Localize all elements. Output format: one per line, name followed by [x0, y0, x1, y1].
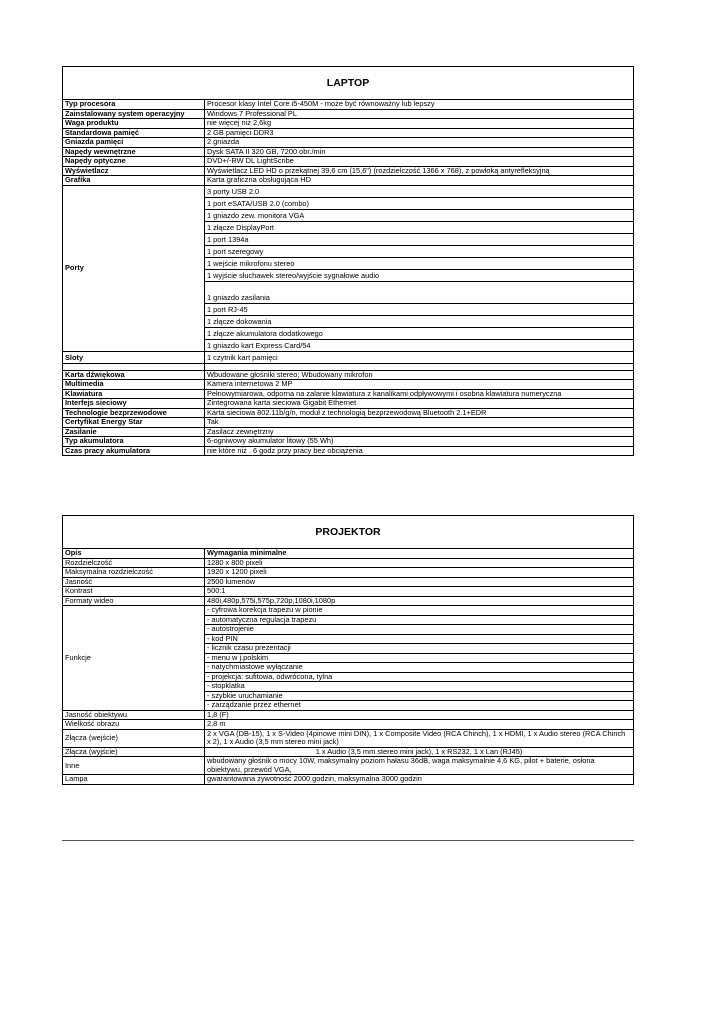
port-item: 1 złącze akumulatora dodatkowego	[205, 327, 634, 339]
spec-label: Typ procesora	[63, 100, 205, 110]
spec-value: 6-ogniwowy akumulator litowy (55 Wh)	[205, 437, 634, 447]
table-row	[63, 710, 634, 720]
function-item: - autostrojenie	[205, 625, 634, 635]
function-item: - zarządzanie przez ethernet	[205, 701, 634, 711]
spacer-cell	[205, 363, 634, 370]
laptop-title: LAPTOP	[63, 67, 634, 100]
port-item: 1 port RJ-45	[205, 303, 634, 315]
port-item: 1 złącze dokowania	[205, 315, 634, 327]
function-item: - szybkie uruchamianie	[205, 691, 634, 701]
table-row	[63, 577, 634, 587]
laptop-spec-table	[62, 66, 634, 456]
spec-value: 1 x Audio (3,5 mm stereo mini jack), 1 x RS232, 1 x Lan (RJ45)	[205, 747, 634, 757]
function-item: - cyfrowa korekcja trapezu w pionie	[205, 606, 634, 616]
port-item: 1 wyjście słuchawek stereo/wyjście sygnałowe audio	[205, 269, 634, 281]
spec-value: 2 GB pamięci DDR3	[205, 128, 634, 138]
spec-label: Lampa	[63, 775, 205, 785]
spec-label: Formaty wideo	[63, 596, 205, 606]
port-item: 1 port szeregowy	[205, 245, 634, 257]
table-row	[63, 418, 634, 428]
spec-label: Multimedia	[63, 380, 205, 390]
footer-rule	[62, 840, 634, 841]
spec-value: nie więcej niż 2,6kg	[205, 119, 634, 129]
spec-label: Zasilanie	[63, 427, 205, 437]
spec-label: Złącza (wejście)	[63, 729, 205, 747]
spec-label: Maksymalna rozdzielczość	[63, 568, 205, 578]
projector-title-row	[63, 516, 634, 549]
port-item: 3 porty USB 2.0	[205, 185, 634, 197]
table-row	[63, 166, 634, 176]
spec-label: Złącza (wyjście)	[63, 747, 205, 757]
table-row	[63, 558, 634, 568]
table-row	[63, 446, 634, 456]
ports-label: Porty	[63, 185, 205, 351]
spec-value: Karta sieciowa 802.11b/g/n, moduł z technologią bezprzewodową Bluetooth 2.1+EDR	[205, 408, 634, 418]
functions-row	[63, 606, 634, 616]
spec-label: Czas pracy akumulatora	[63, 446, 205, 456]
spec-label: Wyświetlacz	[63, 166, 205, 176]
slots-value: 1 czytnik kart pamięci	[205, 351, 634, 363]
spec-label: Jasność obiektywu	[63, 710, 205, 720]
spec-value: Dysk SATA II 320 GB, 7200 obr./min	[205, 147, 634, 157]
spec-value: Kamera internetowa 2 MP	[205, 380, 634, 390]
spec-value: Procesor klasy Intel Core i5-450M - może być równoważny lub lepszy	[205, 100, 634, 110]
table-row	[63, 437, 634, 447]
port-item: 1 port eSATA/USB 2.0 (combo)	[205, 197, 634, 209]
spec-value: Wyświetlacz LED HD o przekątnej 39,6 cm (15,6") (rozdzielczość 1366 x 768), z powłoką antyrefleksyjną	[205, 166, 634, 176]
port-item: 1 port 1394a	[205, 233, 634, 245]
spec-label: Interfejs sieciowy	[63, 399, 205, 409]
functions-label: Funkcje	[63, 606, 205, 711]
port-item: 1 wejście mikrofonu stereo	[205, 257, 634, 269]
spec-value: DVD+/-RW DL LightScribe	[205, 157, 634, 167]
spec-value: nie które niż . 6 godz przy pracy bez obciążenia	[205, 446, 634, 456]
spec-value: 1,8 (F)	[205, 710, 634, 720]
spec-label: Wielkość obrazu	[63, 720, 205, 730]
table-row	[63, 757, 634, 775]
spacer-cell	[63, 363, 205, 370]
table-row	[63, 128, 634, 138]
function-item: - licznik czasu prezentacji	[205, 644, 634, 654]
table-row	[63, 568, 634, 578]
spec-value: Windows 7 Professional PL	[205, 109, 634, 119]
spec-value: 1280 x 800 pixeli	[205, 558, 634, 568]
table-row	[63, 138, 634, 148]
spec-label: Rozdzielczość	[63, 558, 205, 568]
table-row	[63, 775, 634, 785]
spec-value: 500:1	[205, 587, 634, 597]
slots-row	[63, 351, 634, 363]
spec-value: 2 gniazda	[205, 138, 634, 148]
spec-value: Zasilacz zewnętrzny	[205, 427, 634, 437]
table-row	[63, 729, 634, 747]
spec-label: Karta dźwiękowa	[63, 370, 205, 380]
spec-label: Klawiatura	[63, 389, 205, 399]
port-item: 1 gniazdo zew. monitora VGA	[205, 209, 634, 221]
function-item: - menu w j.polskim	[205, 653, 634, 663]
spec-value: 2500 lumenów	[205, 577, 634, 587]
column-header-description: Opis	[63, 549, 205, 559]
spec-value: 2 x VGA (DB-15), 1 x S-Video (4pinowe mini DIN), 1 x Composite Video (RCA Chinch), 1 x HDMI, 1 x Audio stereo (RCA Chinch x 2), 1 x Audio (3,5 mm stereo mini jack)	[205, 729, 634, 747]
table-row	[63, 399, 634, 409]
table-header-row	[63, 549, 634, 559]
spec-value: 480i,480p,575i,575p,720p,1080i,1080p	[205, 596, 634, 606]
function-item: - stopklatka	[205, 682, 634, 692]
projector-spec-table	[62, 515, 634, 785]
table-row	[63, 747, 634, 757]
spec-label: Napędy optyczne	[63, 157, 205, 167]
spec-label: Waga produktu	[63, 119, 205, 129]
table-row	[63, 427, 634, 437]
spec-label: Jasność	[63, 577, 205, 587]
spec-label: Zainstalowany system operacyjny	[63, 109, 205, 119]
table-row	[63, 380, 634, 390]
port-item: 1 złącze DisplayPort	[205, 221, 634, 233]
spec-value: Karta graficzna obsługująca HD	[205, 176, 634, 186]
spec-value: Tak	[205, 418, 634, 428]
spec-value: gwarantowana żywotność 2000 godzin, maksymalna 3000 godzin	[205, 775, 634, 785]
table-row	[63, 119, 634, 129]
spec-value: Zintegrowana karta sieciowa Gigabit Ethernet	[205, 399, 634, 409]
spacer-row	[63, 363, 634, 370]
projector-title: PROJEKTOR	[63, 516, 634, 549]
table-row	[63, 408, 634, 418]
spec-label: Grafika	[63, 176, 205, 186]
spec-value: wbudowany głośnik o mocy 10W, maksymalny poziom hałasu 36dB, waga maksymalnie 4,6 KG, pilot + baterie, osłona obiektywu, przewód VGA,	[205, 757, 634, 775]
spec-value: 2,8 m	[205, 720, 634, 730]
spec-value: 1920 x 1200 pixeli	[205, 568, 634, 578]
function-item: - kod PIN	[205, 634, 634, 644]
slots-label: Sloty	[63, 351, 205, 363]
column-header-requirements: Wymagania minimalne	[205, 549, 634, 559]
function-item: - natychmiastowe wyłączanie	[205, 663, 634, 673]
function-item: - projekcja: sufitowa, odwrócona, tylna	[205, 672, 634, 682]
spec-label: Technologie bezprzewodowe	[63, 408, 205, 418]
spec-label: Certyfikat Energy Star	[63, 418, 205, 428]
table-row	[63, 147, 634, 157]
port-item: 1 gniazdo zasilania	[205, 281, 634, 303]
spec-label: Gniazda pamięci	[63, 138, 205, 148]
table-row	[63, 157, 634, 167]
spec-label: Typ akumulatora	[63, 437, 205, 447]
spec-value: Pełnowymiarowa, odporna na zalanie klawiatura z kanalikami odpływowymi i osobna klawiatura numeryczna	[205, 389, 634, 399]
spec-label: Napędy wewnętrzne	[63, 147, 205, 157]
table-row	[63, 109, 634, 119]
table-row	[63, 176, 634, 186]
spec-label: Inne	[63, 757, 205, 775]
laptop-title-row	[63, 67, 634, 100]
table-row	[63, 389, 634, 399]
table-row	[63, 370, 634, 380]
table-row	[63, 100, 634, 110]
table-row	[63, 596, 634, 606]
spec-label: Standardowa pamięć	[63, 128, 205, 138]
ports-row	[63, 185, 634, 197]
function-item: - automatyczna regulacja trapezu	[205, 615, 634, 625]
spec-label: Kontrast	[63, 587, 205, 597]
spec-value: Wbudowane głośniki stereo; Wbudowany mikrofon	[205, 370, 634, 380]
table-row	[63, 720, 634, 730]
table-row	[63, 587, 634, 597]
port-item: 1 gniazdo kart Express Card/54	[205, 339, 634, 351]
